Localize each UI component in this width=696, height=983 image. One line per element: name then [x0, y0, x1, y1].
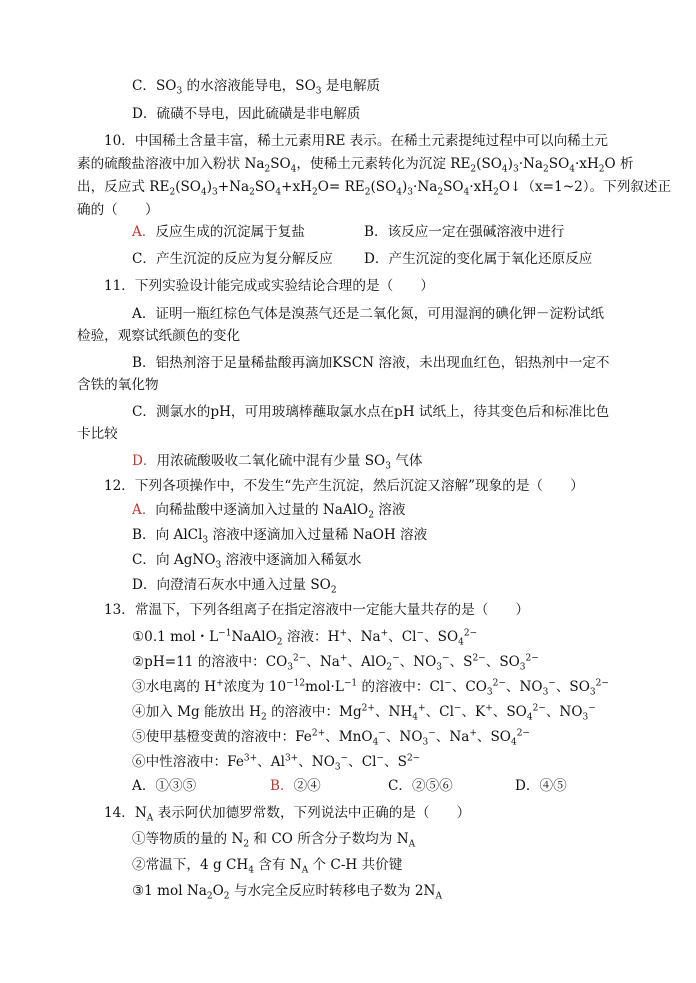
q11-option-c-line1: C．测氯水的pH，可用玻璃棒蘸取氯水点在pH 试纸上，待其变色后和标准比色: [132, 404, 610, 420]
q12-stem: 12．下列各项操作中，不发生“先产生沉淀，然后沉淀又溶解”现象的是（ ）: [104, 478, 584, 494]
q13-option-d: D．④⑤: [515, 778, 567, 794]
q13-option-b: B．②④: [270, 778, 321, 794]
q11-option-a-line1: A．证明一瓶红棕色气体是溴蒸气还是二氧化氮，可用湿润的碘化钾－淀粉试纸: [132, 306, 605, 322]
q14-item-1: ①等物质的量的 $N_2$ 和 CO 所含分子数均为 $N_A$: [132, 831, 416, 850]
q14-item-3: ③1 mol $Na_2O_2$ 与水完全反应时转移电子数为 $2N_A$: [132, 883, 442, 902]
q13-item-5: ⑤使甲基橙变黄的溶液中：$Fe^{2+}$、MnO$_4$−、$NO_3^-$、Na+、$SO_4^{2-}$: [132, 728, 530, 748]
q9-option-d: D．硫磺不导电，因此硫磺是非电解质: [132, 106, 361, 122]
q10-option-a: A．反应生成的沉淀属于复盐: [132, 224, 305, 240]
q13-stem: 13．常温下，下列各组离子在指定溶液中一定能大量共存的是（ ）: [104, 602, 530, 618]
q10-stem-line4: 确的（ ）: [77, 202, 159, 218]
q12-option-d: D．向澄清石灰水中通入过量 $SO_2$: [132, 577, 337, 596]
q11-option-c-line2: 卡比较: [77, 426, 118, 442]
q14-stem: 14．$N_A$ 表示阿伏加德罗常数，下列说法中正确的是（ ）: [104, 805, 471, 824]
q13-item-6: ⑥中性溶液中：$Fe^{3+}$、$Al^{3+}$、$NO_3^-$、Cl−、$S^{2-}$: [132, 753, 421, 773]
q13-item-4: ④加入 Mg 能放出 $H_2$ 的溶液中：$Mg^{2+}$、$NH_4^+$、Cl−、K+、$SO_4^{2-}$、$NO_3^-$: [132, 703, 596, 723]
q14-item-2: ②常温下，4 g $CH_4$ 含有 $N_A$ 个 C-H 共价键: [132, 857, 403, 876]
q12-option-a: A．向稀盐酸中逐滴加入过量的 NaAlO$_2$ 溶液: [132, 502, 406, 521]
q11-stem: 11．下列实验设计能完成或实验结论合理的是（ ）: [104, 278, 434, 294]
q11-option-d: D．用浓硫酸吸收二氧化硫中混有少量 $SO_3$ 气体: [132, 453, 423, 472]
q10-stem-line1: 10．中国稀土含量丰富，稀土元素用RE 表示。在稀土元素提纯过程中可以向稀土元: [104, 133, 608, 149]
q13-item-1: ①0.1 mol・$L^{-1}NaAlO_2$ 溶液：H+、Na+、Cl−、$SO_4^{2-}$: [132, 628, 478, 648]
q13-option-c: C．②⑤⑥: [388, 778, 453, 794]
q11-option-a-line2: 检验，观察试纸颜色的变化: [77, 328, 241, 344]
q13-item-2: ②pH=11 的溶液中：$CO_3^{2-}$、Na+、AlO$_2$−、$NO_3^-$、$S^{2-}$、$SO_3^{2-}$: [132, 653, 539, 673]
q10-option-d: D．产生沉淀的变化属于氧化还原反应: [364, 251, 593, 267]
q9-option-c: C．$SO_3$ 的水溶液能导电，$SO_3$ 是电解质: [132, 78, 381, 97]
q11-option-b-line2: 含铁的氧化物: [77, 377, 159, 393]
q10-option-b: B．该反应一定在强碱溶液中进行: [364, 224, 565, 240]
q11-option-b-line1: B．铝热剂溶于足量稀盐酸再滴加KSCN 溶液，未出现血红色，铝热剂中一定不: [132, 355, 610, 371]
q13-option-a: A．①③⑤: [132, 778, 197, 794]
q13-item-3: ③水电离的 H+浓度为 $10^{-12}mol\cdot L^{-1}$ 的溶液中：Cl−、$CO_3^{2-}$、$NO_3^-$、$SO_3^{2-}$: [132, 678, 609, 698]
q12-option-b: B．向 AlCl$_3$ 溶液中逐滴加入过量稀 NaOH 溶液: [132, 527, 428, 546]
q10-stem-line3: 出，反应式 $RE_2(SO_4)_3+Na_2SO_4+xH_2O=$ $RE_2(SO_4)_3\cdot Na_2SO_4\cdot xH_2O↓(x=1\sim 2)$。下列叙述正: [77, 179, 672, 198]
q12-option-c: C．向 AgNO$_3$ 溶液中逐滴加入稀氨水: [132, 552, 362, 571]
q10-option-c: C．产生沉淀的反应为复分解反应: [132, 251, 333, 267]
q10-stem-line2: 素的硫酸盐溶液中加入粉状 $Na_2SO_4$，使稀土元素转化为沉淀 $RE_2(SO_4)_3\cdot Na_2SO_4\cdot xH_2O$ 析: [77, 156, 634, 175]
